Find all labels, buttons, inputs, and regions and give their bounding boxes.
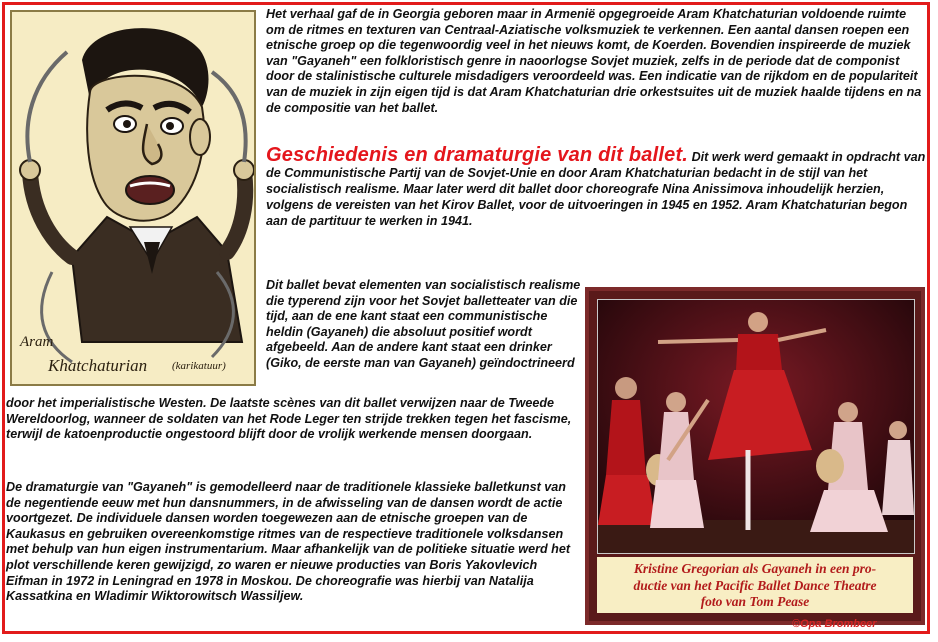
caricature-drawing xyxy=(12,12,254,384)
ballet-photo xyxy=(597,299,915,554)
photo-caption-line-1: Kristine Gregorian als Gayaneh in een pro- xyxy=(633,561,877,576)
copyright-notice: ©Opa Brombeer xyxy=(792,618,877,630)
caricature-illustration xyxy=(10,10,256,386)
caricature-label-name: Aram xyxy=(20,334,54,350)
dramaturgy-paragraph: De dramaturgie van "Gayaneh" is gemodelleerd naar de traditionele klassieke balletkunst van de negentiende eeuw met hun dansnummers, in de afwisseling van de dansen wordt de actie voortgezet. De individuele dansen worden toegewezen aan de etnische groepen van de Kaukasus en gebruiken overeenkomstige ritmes van de respectieve traditionele volksdansen met behulp van hun eigen instrumentarium. Maar afhankelijk van de politieke situatie werd het plot verschillende keren gewijzigd, zo waren er nieuwe producties van Boris Yakovlevich Eifman in 1972 in Leningrad en 1978 in Moskou. De choreografie was hierbij van Natalija Kassatkina en Wladimir Wiktorowitsch Wassiljew. xyxy=(6,480,571,604)
photo-caption-line-2: ductie van het Pacific Ballet Dance Theatre xyxy=(633,577,877,593)
history-paragraph xyxy=(266,144,926,229)
caricature-label-surname: Khatchaturian xyxy=(48,356,148,375)
section-heading: Geschiedenis en dramaturgie van dit ballet. xyxy=(266,144,689,166)
intro-paragraph: Het verhaal gaf de in Georgia geboren maar in Armenië opgegroeide Aram Khatchaturian voldoende ruimte om de ritmes en texturen van Centraal-Aziatische volksmuziek te verkennen. Een aantal dansen roepen een etnische groep op die tegenwoordig veel in het nieuws komt, de Koerden. Bovendien inspireerde de muziek van "Gayaneh" een folkloristisch genre in naoorlogse Sovjet muziek, zelfs in de periode dat de componist door de stalinistische culturele misdadigers veroordeeld was. Een indicatie van de rijkdom en de populariteit van de muziek in zijn eigen tijd is dat Aram Khatchaturian drie orkestsuites uit de muziek haalde tijdens en na de compositie van het ballet. xyxy=(266,7,922,115)
realism-paragraph-top: Dit ballet bevat elementen van socialistisch realisme die typerend zijn voor het Sovjet balletteater van die tijd, aan de ene kant staat een communistische heldin (Gayaneh) die absoluut positief wordt afgebeeld. Aan de andere kant staat een drinker (Giko, de eerste man van Gayaneh) geïndoctrineerd xyxy=(266,278,581,370)
caricature-label-note: (karikatuur) xyxy=(172,360,226,372)
realism-paragraph-bottom: door het imperialistische Westen. De laatste scènes van dit ballet verwijzen naar de Tweede Wereldoorlog, wanneer de soldaten van het Rode Leger ten strijde trekken tegen het fascisme, terwijl de katoenproductie ongestoord blijft door de vrolijk werkende mensen doorgaan. xyxy=(6,396,572,442)
history-text: Dit werk werd gemaakt in opdracht van de Communistische Partij van de Sovjet-Unie en door Aram Khatchaturian bedacht in de stijl van het socialistisch realisme. Maar later werd dit ballet door choreografe Nina Anissimova inhoudelijk herzien, volgens de vereisten van het Kirov Ballet, voor de uitvoeringen in 1945 en 1952. Aram Khatchaturian begon aan de partituur te werken in 1941. xyxy=(266,150,926,228)
ballet-photo-frame xyxy=(585,287,925,625)
photo-caption xyxy=(597,557,913,613)
photo-caption-line-3: foto van Tom Pease xyxy=(700,594,810,609)
ballet-photo-drawing xyxy=(598,300,914,553)
